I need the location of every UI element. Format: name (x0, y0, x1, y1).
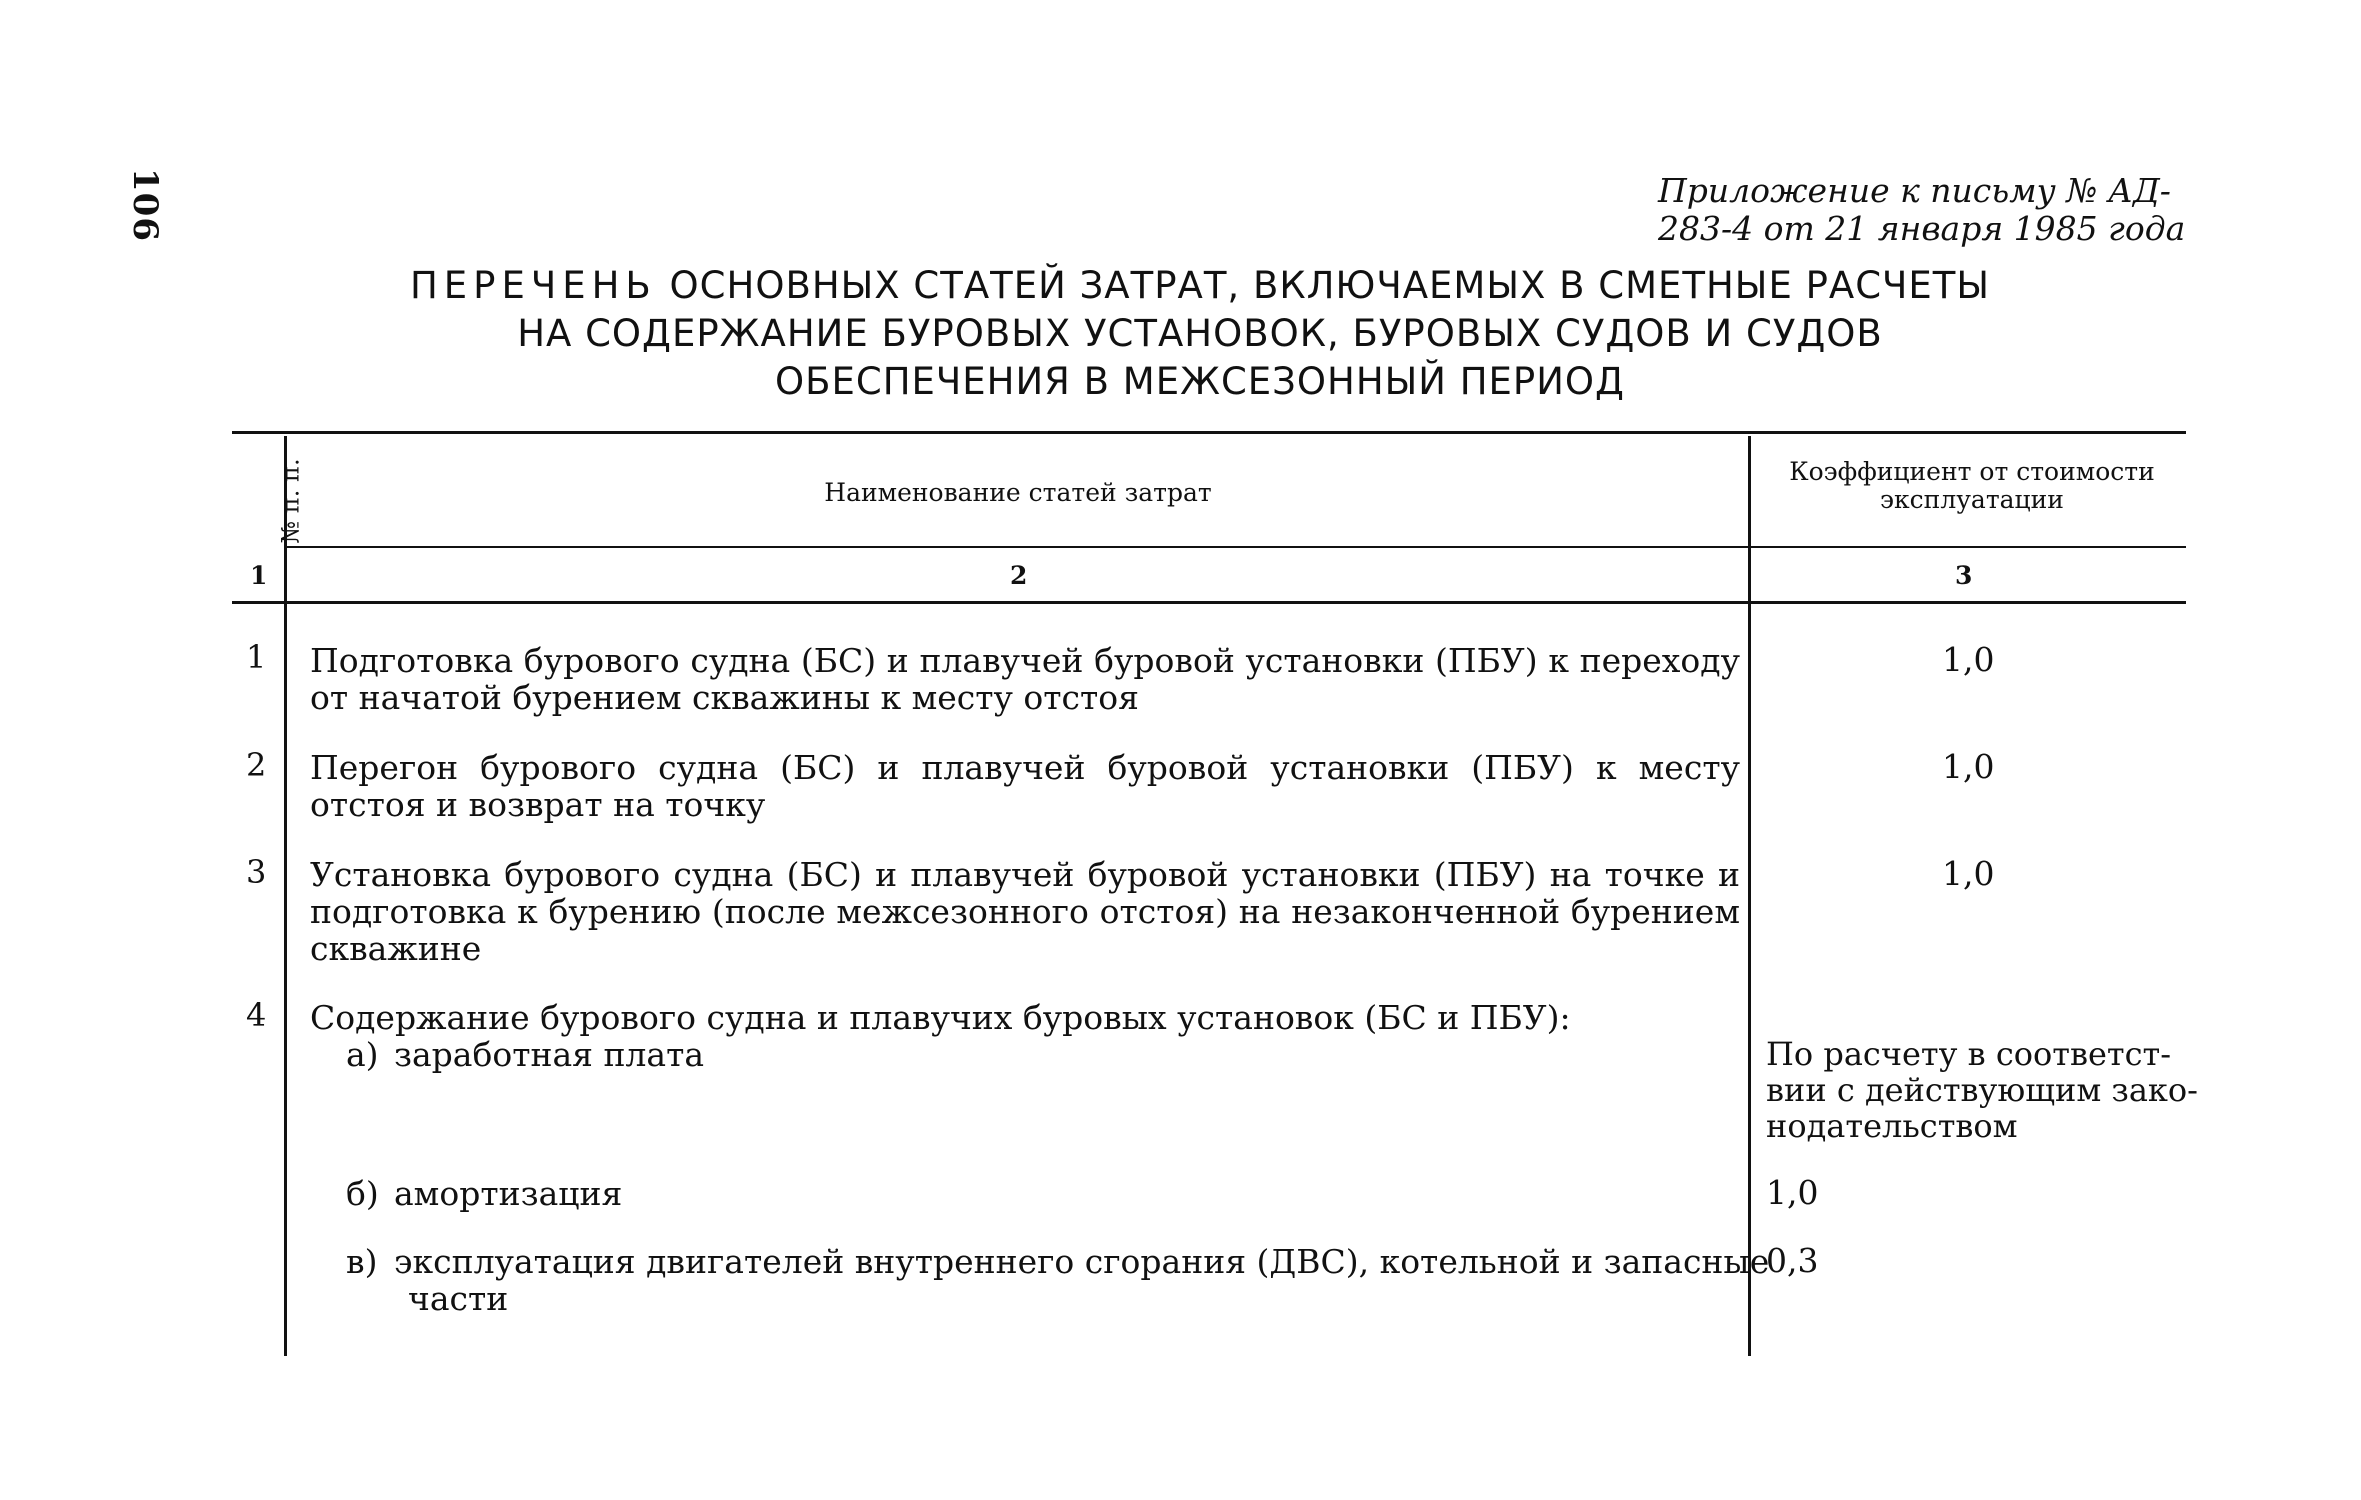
row-1-number: 1 (246, 638, 267, 676)
header-coefficient-line-2: эксплуатации (1880, 485, 2064, 514)
column-divider-2 (1748, 436, 1751, 1356)
header-coefficient (1752, 458, 2192, 514)
column-divider-1 (284, 436, 287, 1356)
row-1-coefficient: 1,0 (1942, 640, 1995, 679)
subitem-a-coefficient-line-2: вии с действующим зако- (1766, 1071, 2198, 1109)
header-item-name: Наименование статей затрат (824, 478, 1212, 507)
table-top-rule (232, 431, 2186, 434)
subitem-b-label: б) (346, 1174, 379, 1213)
subitem-c-text-line-2: части (408, 1279, 509, 1318)
subitem-b-coefficient: 1,0 (1766, 1173, 1819, 1212)
title-line-3: ОБЕСПЕЧЕНИЯ В МЕЖСЕЗОННЫЙ ПЕРИОД (775, 360, 1625, 403)
subitem-a-label: а) (346, 1035, 379, 1074)
title-line-2: НА СОДЕРЖАНИЕ БУРОВЫХ УСТАНОВОК, БУРОВЫХ СУДОВ И СУДОВ (517, 312, 1883, 355)
subitem-c (346, 1242, 1770, 1318)
row-2-number: 2 (246, 746, 267, 784)
column-number-3: 3 (1955, 561, 1973, 590)
annex-line-1: Приложение к письму № АД- (1658, 171, 2171, 210)
row-4-text: Содержание бурового судна и плавучих буровых установок (БС и ПБУ): (310, 998, 1571, 1037)
title-line-1 (300, 262, 2100, 310)
subitem-b (346, 1175, 622, 1212)
subitem-c-text-line-1: эксплуатация двигателей внутреннего сгорания (ДВС), котельной и запасные (394, 1242, 1770, 1281)
row-3-number: 3 (246, 853, 267, 891)
subitem-a-coefficient-line-3: нодательством (1766, 1107, 2018, 1145)
row-2-coefficient: 1,0 (1942, 747, 1995, 786)
subitem-a-text: заработная плата (394, 1035, 705, 1074)
subitem-a (346, 1036, 704, 1073)
header-bottom-rule (286, 546, 2186, 548)
subitem-c-label: в) (346, 1242, 378, 1281)
header-coefficient-line-1: Коэффициент от стоимости (1789, 457, 2155, 486)
row-3-text: Установка бурового судна (БС) и плавучей буровой установки (ПБУ) на точке и подготовка к бурению (после межсезонного отстоя) на незаконченной бурением скважине (310, 855, 1740, 968)
subitem-c-coefficient: 0,3 (1766, 1241, 1819, 1280)
row-2-text: Перегон бурового судна (БС) и плавучей буровой установки (ПБУ) к месту отстоя и возврат на точку (310, 748, 1740, 824)
annex-reference (1658, 172, 2218, 248)
row-4-number: 4 (246, 996, 267, 1034)
annex-line-2: 283-4 от 21 января 1985 года (1658, 209, 2186, 248)
page-number: 106 (125, 168, 165, 242)
column-number-1: 1 (250, 561, 268, 590)
column-number-2: 2 (1010, 561, 1028, 590)
header-number: № п. п. (276, 458, 305, 544)
subitem-c-line-1 (346, 1242, 1770, 1281)
document-title (300, 262, 2100, 406)
title-line-1-rest: ОСНОВНЫХ СТАТЕЙ ЗАТРАТ, ВКЛЮЧАЕМЫХ В СМЕТНЫЕ РАСЧЕТЫ (669, 264, 1991, 307)
subitem-a-coefficient (1766, 1036, 2198, 1144)
subitem-b-text: амортизация (394, 1174, 623, 1213)
row-3-coefficient: 1,0 (1942, 854, 1995, 893)
column-numbers-bottom-rule (232, 601, 2186, 604)
subitem-a-coefficient-line-1: По расчету в соответст- (1766, 1035, 2172, 1073)
row-1-text: Подготовка бурового судна (БС) и плавучей буровой установки (ПБУ) к переходу от начатой бурением скважины к месту отстоя (310, 641, 1740, 717)
title-first-word: ПЕРЕЧЕНЬ (409, 264, 657, 307)
